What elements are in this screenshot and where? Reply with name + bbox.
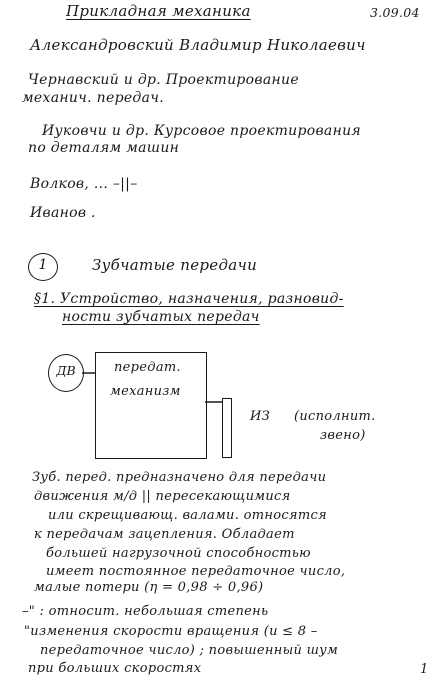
body-line: большей нагрузочной способностью (46, 546, 311, 561)
subsection-title-line-2: ности зубчатых передач (62, 309, 260, 325)
transmission-label-line-2: механизм (110, 384, 181, 399)
header-date: 3.09.04 (370, 5, 420, 20)
reference-2-line-2: по деталям машин (28, 140, 180, 156)
body-line: "изменения скорости вращения (u ≤ 8 – (24, 624, 318, 639)
body-line: малые потери (η = 0,98 ÷ 0,96) (34, 580, 264, 595)
page-title: Прикладная механика (66, 2, 251, 20)
subsection-title-line-1: §1. Устройство, назначения, разновид- (34, 291, 344, 307)
body-line: передаточное число) ; повышенный шум (40, 643, 339, 658)
reference-1-line-1: Чернавский и др. Проектирование (28, 72, 299, 88)
lecturer-name: Александровский Владимир Николаевич (30, 36, 366, 54)
body-line: или скрещивающ. валами. относятся (48, 508, 327, 523)
body-line: имеет постоянное передаточное число, (46, 564, 346, 579)
executive-member-note-line-1: (исполнит. (294, 409, 376, 424)
transmission-label-line-1: передат. (114, 360, 181, 375)
motor-label: ДВ (56, 363, 76, 378)
section-number: 1 (38, 257, 48, 273)
executive-member-block (222, 398, 232, 458)
body-line: при больших скоростях (28, 661, 202, 676)
section-title: Зубчатые передачи (92, 256, 258, 274)
executive-member-note-line-2: звено) (320, 428, 366, 443)
body-line: движения м/д || пересекающимися (34, 489, 291, 504)
executive-member-label: ИЗ (250, 409, 271, 424)
body-line: –" : относит. небольшая степень (22, 604, 269, 619)
reference-4: Иванов . (30, 205, 96, 221)
body-line: к передачам зацепления. Обладает (34, 527, 295, 542)
body-line: Зуб. перед. предназначено для передачи (32, 470, 327, 485)
page-number: 1 (420, 662, 429, 677)
reference-2-line-1: Иуковчи и др. Курсовое проектирования (42, 123, 361, 139)
reference-3: Волков, ... –||– (30, 176, 138, 192)
reference-1-line-2: механич. передач. (22, 90, 165, 106)
